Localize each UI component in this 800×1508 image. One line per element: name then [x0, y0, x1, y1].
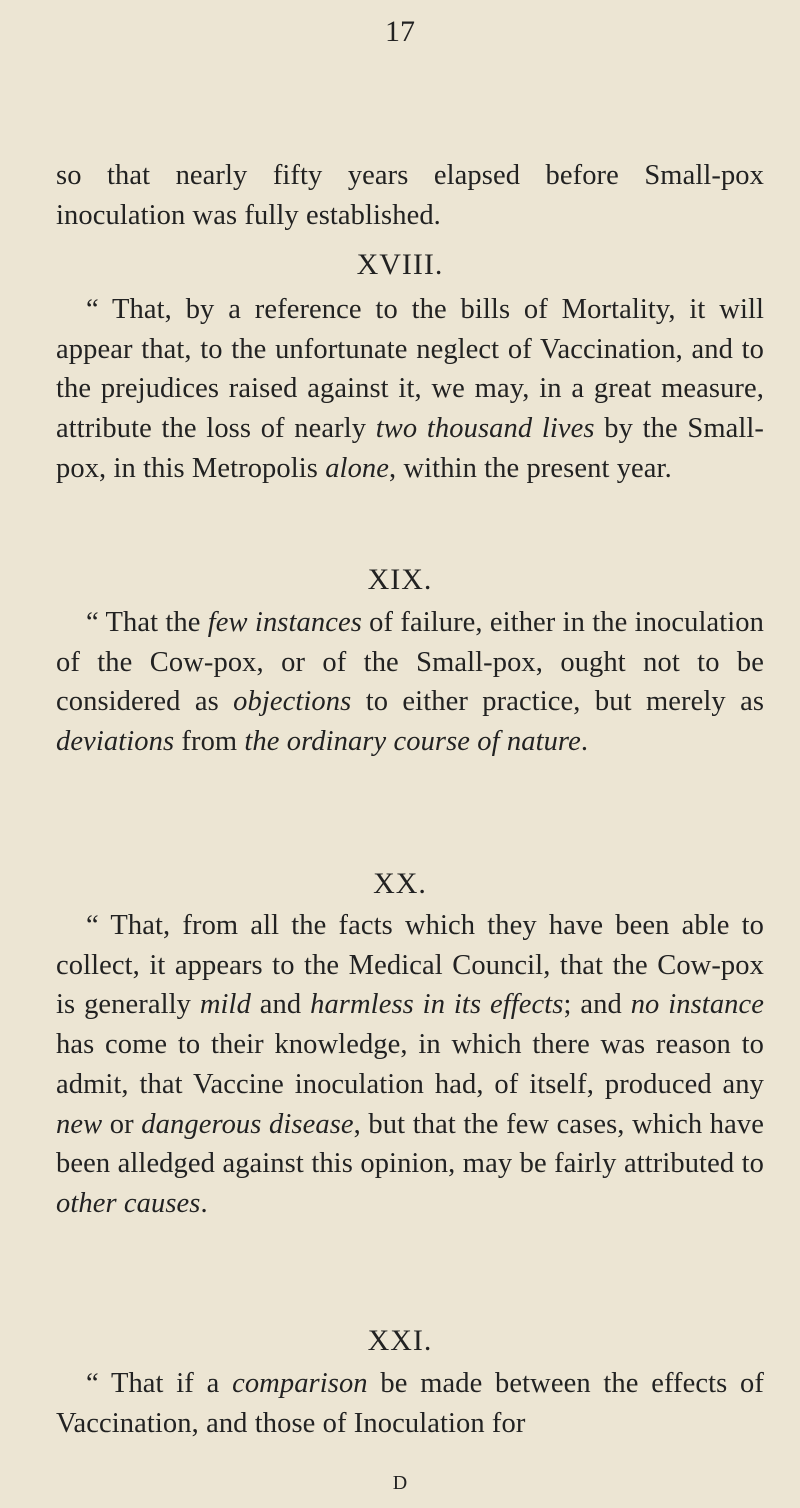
section-xxi-text: “ That if a comparison be made between the effects of Vaccination, and those of Inoculation for	[56, 1368, 764, 1439]
section-number-xviii: XVIII.	[356, 248, 444, 281]
section-number-xix: XIX.	[367, 563, 433, 596]
section-xviii-text: “ That, by a reference to the bills of Mortality, it will appear that, to the unfortunate neglect of Vaccination, and to the prejudices raised against it, we may, in a great measure, attribute the loss of nearly two thousand lives by the Small-pox, in this Metropolis alone, within the present year.	[56, 294, 765, 484]
section-xix-text: “ That the few instances of failure, either in the inoculation of the Cow-pox, or of the Small-pox, ought not to be considered as objections to either practice, but merely as deviations from the ordinary course of nature.	[56, 607, 765, 758]
page-number: 17	[385, 15, 415, 48]
signature-mark: D	[392, 1472, 408, 1494]
section-number-xxi: XXI.	[367, 1324, 433, 1357]
section-number-xx: XX.	[373, 867, 427, 900]
section-xviii-paragraph	[56, 290, 764, 489]
section-xxi-paragraph	[56, 1364, 764, 1443]
section-xix-paragraph	[56, 603, 764, 762]
section-xx-text: “ That, from all the facts which they have been able to collect, it appears to the Medical Council, that the Cow-pox is generally mild and harmless in its effects; and no instance has come to their knowledge, in which there was reason to admit, that Vaccine inoculation had, of itself, produced any new or dangerous disease, but that the few cases, which have been alledged against this opinion, may be fairly attributed to other causes.	[56, 910, 765, 1219]
intro-paragraph	[56, 156, 764, 235]
section-xx-paragraph	[56, 906, 764, 1224]
intro-text: so that nearly fifty years elapsed before Small-pox inoculation was fully established.	[56, 160, 764, 231]
